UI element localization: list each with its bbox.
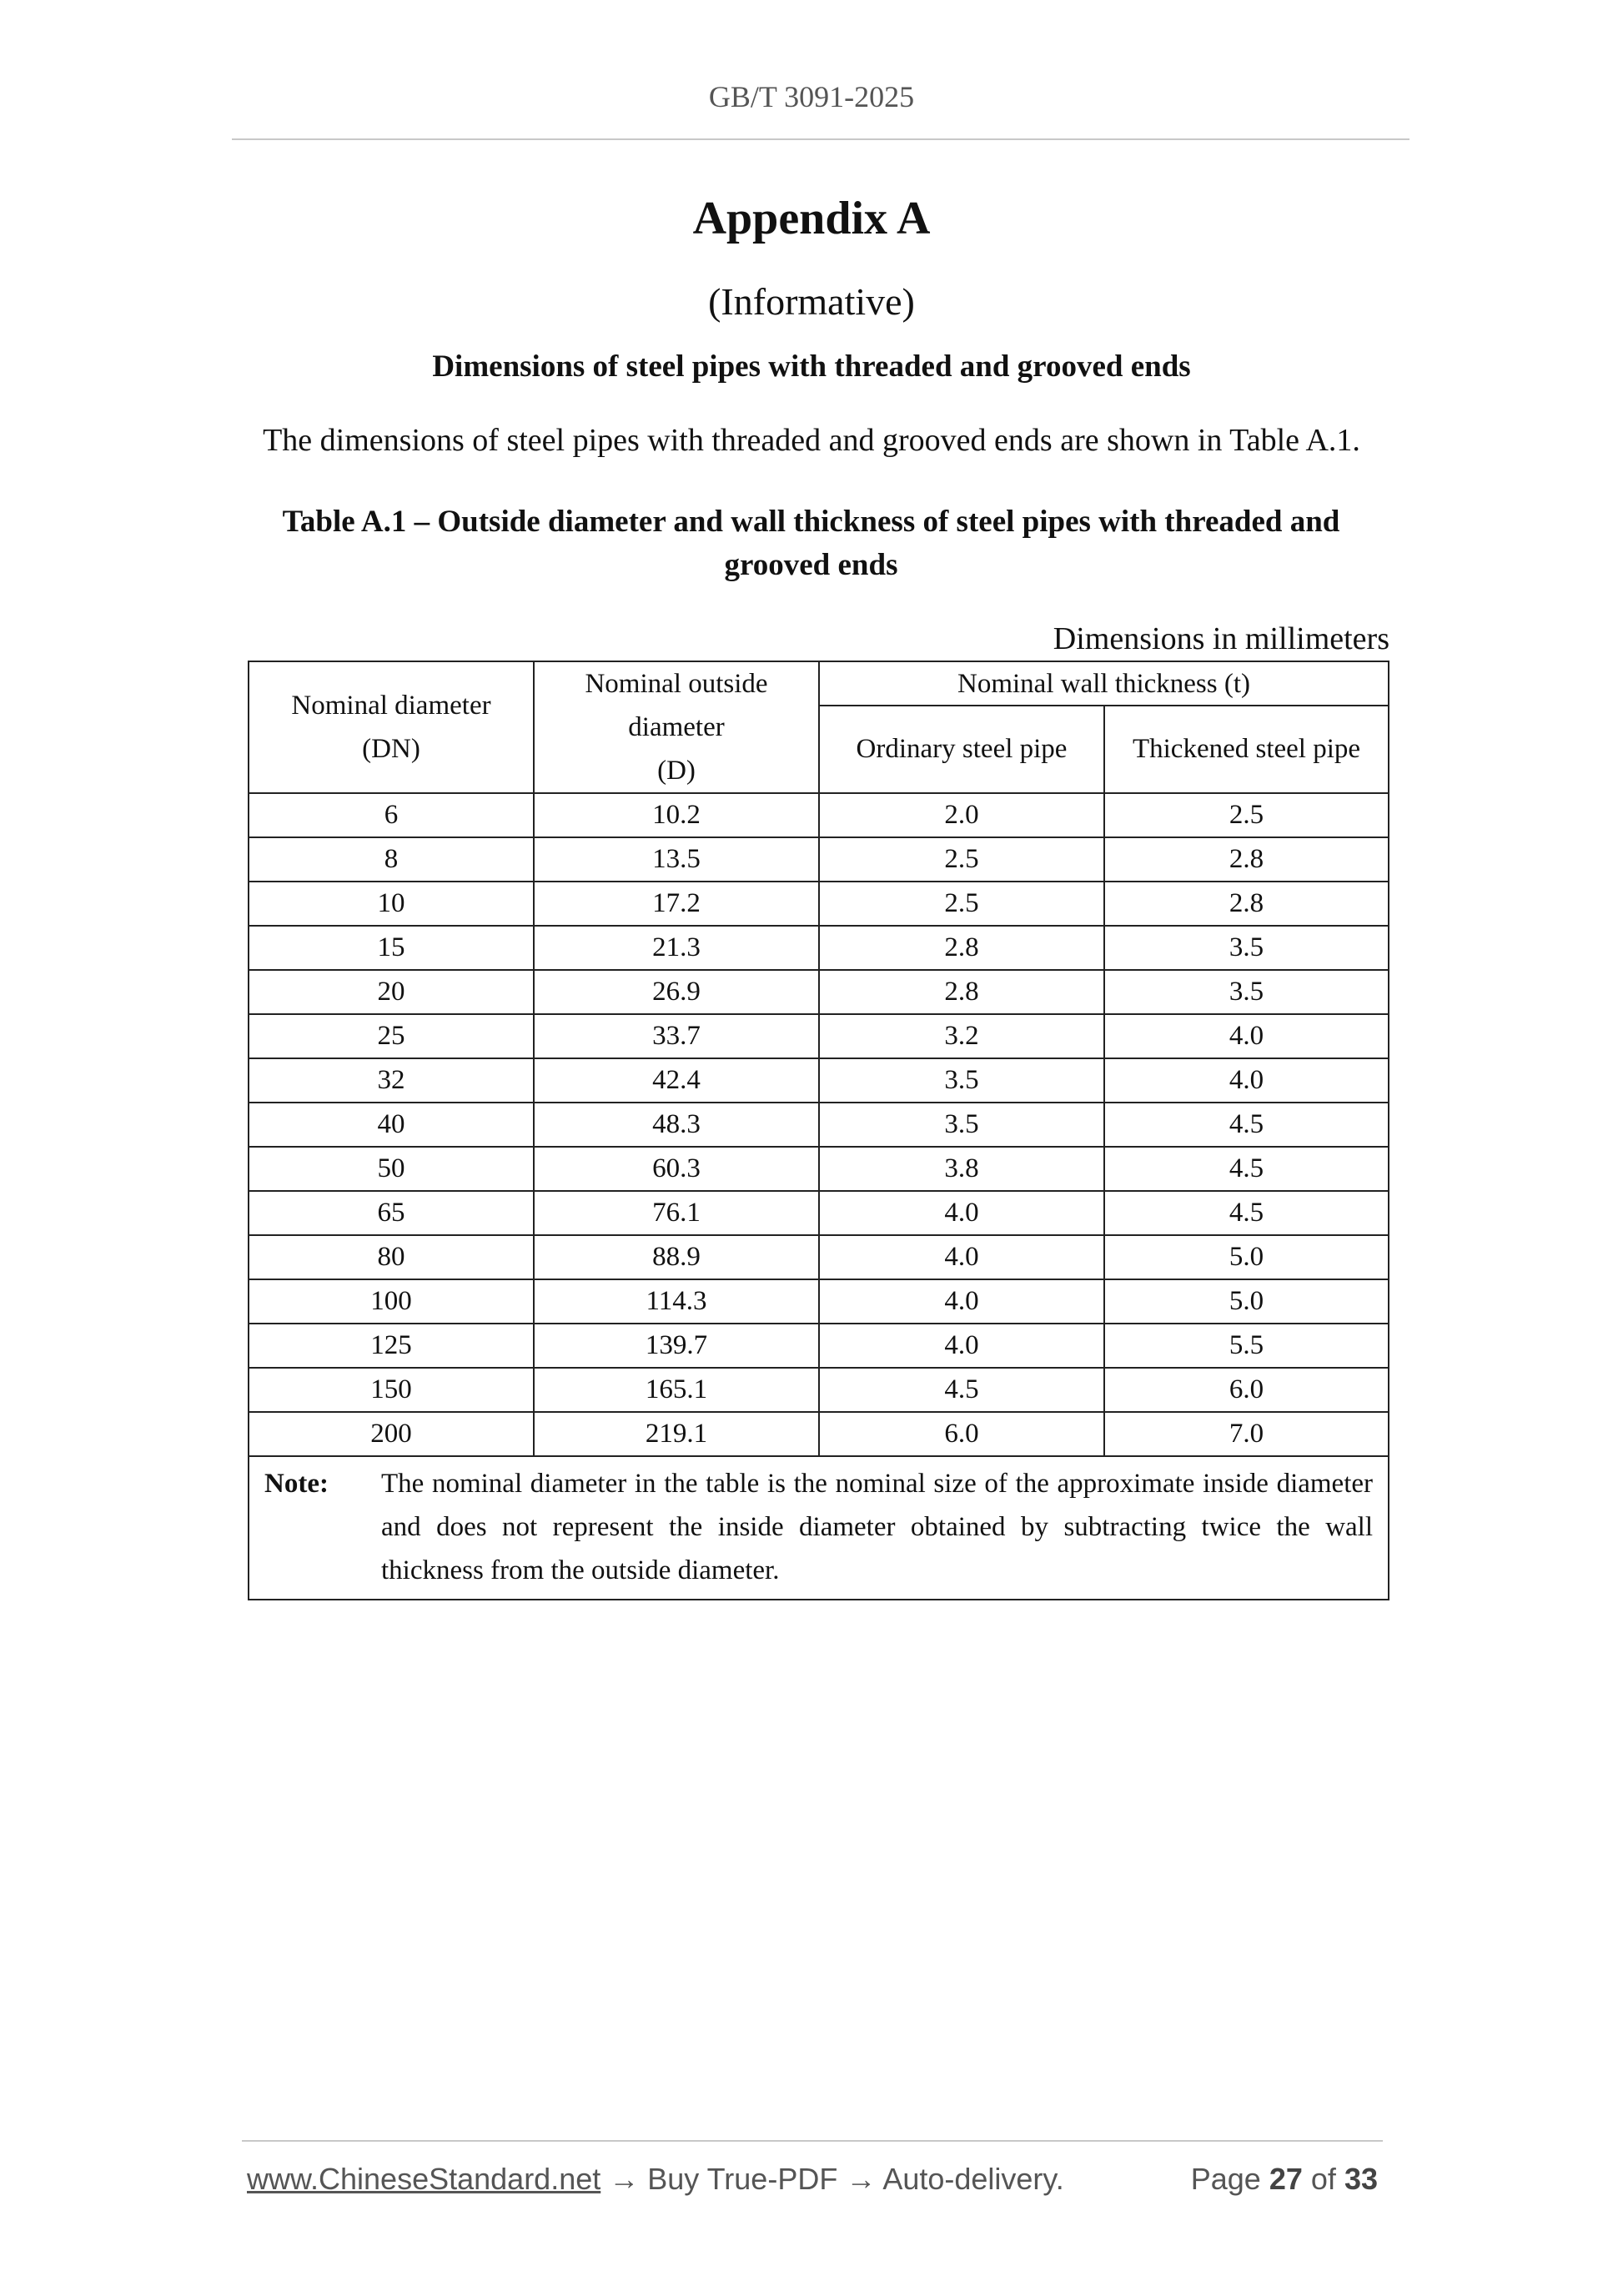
- nominal-diameter-cell: 125: [249, 1324, 534, 1368]
- page-label: Page: [1190, 2162, 1261, 2196]
- ordinary-thickness-cell: 4.5: [819, 1368, 1104, 1412]
- thickened-thickness-cell: 5.0: [1104, 1235, 1389, 1279]
- table-row: [249, 970, 1389, 1014]
- table-row: [249, 1279, 1389, 1324]
- thickened-thickness-cell: 2.5: [1104, 793, 1389, 837]
- table-note: [249, 1456, 1389, 1600]
- outside-diameter-cell: 10.2: [534, 793, 819, 837]
- header-wall-thickness: Nominal wall thickness (t): [819, 661, 1389, 706]
- footer-promo: [247, 2162, 1064, 2197]
- thickened-thickness-cell: 3.5: [1104, 970, 1389, 1014]
- thickened-thickness-cell: 2.8: [1104, 882, 1389, 926]
- ordinary-thickness-cell: 4.0: [819, 1235, 1104, 1279]
- outside-diameter-cell: 114.3: [534, 1279, 819, 1324]
- page-footer: [247, 2162, 1378, 2203]
- ordinary-thickness-cell: 4.0: [819, 1279, 1104, 1324]
- thickened-thickness-cell: 3.5: [1104, 926, 1389, 970]
- promo-text: → Buy True-PDF → Auto-delivery.: [600, 2162, 1064, 2196]
- table-row: [249, 1368, 1389, 1412]
- table-row: [249, 793, 1389, 837]
- thickened-thickness-cell: 4.5: [1104, 1103, 1389, 1147]
- outside-diameter-cell: 42.4: [534, 1058, 819, 1103]
- outside-diameter-cell: 48.3: [534, 1103, 819, 1147]
- thickened-thickness-cell: 5.0: [1104, 1279, 1389, 1324]
- outside-diameter-cell: 33.7: [534, 1014, 819, 1058]
- document-code: GB/T 3091-2025: [708, 80, 915, 113]
- nominal-diameter-cell: 50: [249, 1147, 534, 1191]
- ordinary-thickness-cell: 3.8: [819, 1147, 1104, 1191]
- nominal-diameter-cell: 20: [249, 970, 534, 1014]
- outside-diameter-cell: 17.2: [534, 882, 819, 926]
- outside-diameter-cell: 26.9: [534, 970, 819, 1014]
- note-label: Note:: [264, 1469, 329, 1499]
- thickened-thickness-cell: 4.0: [1104, 1058, 1389, 1103]
- ordinary-thickness-cell: 2.5: [819, 837, 1104, 882]
- table-row: [249, 1103, 1389, 1147]
- ordinary-thickness-cell: 3.5: [819, 1103, 1104, 1147]
- ordinary-thickness-cell: 2.8: [819, 926, 1104, 970]
- nominal-diameter-cell: 32: [249, 1058, 534, 1103]
- nominal-diameter-cell: 6: [249, 793, 534, 837]
- table-row: [249, 837, 1389, 882]
- nominal-diameter-cell: 10: [249, 882, 534, 926]
- outside-diameter-cell: 88.9: [534, 1235, 819, 1279]
- appendix-subtitle: Dimensions of steel pipes with threaded and grooved ends: [432, 349, 1191, 384]
- nominal-diameter-cell: 15: [249, 926, 534, 970]
- outside-diameter-cell: 60.3: [534, 1147, 819, 1191]
- table-row: [249, 1324, 1389, 1368]
- outside-diameter-cell: 21.3: [534, 926, 819, 970]
- footer-divider: [242, 2140, 1383, 2142]
- units-note: Dimensions in millimeters: [1053, 621, 1389, 656]
- nominal-diameter-cell: 40: [249, 1103, 534, 1147]
- ordinary-thickness-cell: 6.0: [819, 1412, 1104, 1456]
- table-caption-line-1: Table A.1 – Outside diameter and wall thickness of steel pipes with threaded and: [282, 505, 1340, 539]
- header-outside-diameter-line-1: Nominal outside: [585, 669, 768, 699]
- website-link[interactable]: www.ChineseStandard.net: [247, 2162, 601, 2196]
- ordinary-thickness-cell: 4.0: [819, 1191, 1104, 1235]
- ordinary-thickness-cell: 2.8: [819, 970, 1104, 1014]
- ordinary-thickness-cell: 4.0: [819, 1324, 1104, 1368]
- page-current: 27: [1269, 2162, 1303, 2196]
- ordinary-thickness-cell: 2.0: [819, 793, 1104, 837]
- thickened-thickness-cell: 4.5: [1104, 1147, 1389, 1191]
- header-nominal-diameter-label: Nominal diameter: [291, 691, 491, 721]
- appendix-title: Appendix A: [692, 193, 931, 244]
- table-caption-line-2: grooved ends: [724, 548, 898, 582]
- table-row: [249, 1412, 1389, 1456]
- table-body: [249, 793, 1389, 1456]
- ordinary-thickness-cell: 3.5: [819, 1058, 1104, 1103]
- header-ordinary-pipe: Ordinary steel pipe: [819, 706, 1104, 793]
- ordinary-thickness-cell: 3.2: [819, 1014, 1104, 1058]
- outside-diameter-cell: 13.5: [534, 837, 819, 882]
- thickened-thickness-cell: 6.0: [1104, 1368, 1389, 1412]
- header-nominal-diameter: [249, 661, 534, 793]
- nominal-diameter-cell: 25: [249, 1014, 534, 1058]
- thickened-thickness-cell: 5.5: [1104, 1324, 1389, 1368]
- page-total: 33: [1344, 2162, 1378, 2196]
- outside-diameter-cell: 165.1: [534, 1368, 819, 1412]
- header-nominal-diameter-symbol: (DN): [362, 734, 420, 764]
- header-outside-diameter-line-2: diameter: [628, 712, 725, 742]
- outside-diameter-cell: 76.1: [534, 1191, 819, 1235]
- table-row: [249, 926, 1389, 970]
- nominal-diameter-cell: 200: [249, 1412, 534, 1456]
- nominal-diameter-cell: 100: [249, 1279, 534, 1324]
- nominal-diameter-cell: 65: [249, 1191, 534, 1235]
- table-row: [249, 1147, 1389, 1191]
- dimensions-table: [248, 661, 1389, 1600]
- intro-paragraph: The dimensions of steel pipes with threaded and grooved ends are shown in Table A.1.: [263, 423, 1360, 458]
- table-row: [249, 1191, 1389, 1235]
- nominal-diameter-cell: 8: [249, 837, 534, 882]
- note-text: The nominal diameter in the table is the nominal size of the approximate inside diameter and does not represent the inside diameter obtained by subtracting twice the wall thickness from the outside diameter.: [381, 1469, 1374, 1585]
- page-of-label: of: [1310, 2162, 1336, 2196]
- table-row: [249, 1235, 1389, 1279]
- nominal-diameter-cell: 150: [249, 1368, 534, 1412]
- table-row: [249, 1058, 1389, 1103]
- header-thickened-pipe: Thickened steel pipe: [1104, 706, 1389, 793]
- thickened-thickness-cell: 4.5: [1104, 1191, 1389, 1235]
- header-outside-diameter: [534, 661, 819, 793]
- outside-diameter-cell: 219.1: [534, 1412, 819, 1456]
- thickened-thickness-cell: 7.0: [1104, 1412, 1389, 1456]
- page-number: [1191, 2162, 1378, 2197]
- nominal-diameter-cell: 80: [249, 1235, 534, 1279]
- appendix-type: (Informative): [708, 280, 915, 323]
- table-row: [249, 882, 1389, 926]
- outside-diameter-cell: 139.7: [534, 1324, 819, 1368]
- table-row: [249, 1014, 1389, 1058]
- ordinary-thickness-cell: 2.5: [819, 882, 1104, 926]
- header-outside-diameter-symbol: (D): [657, 756, 696, 786]
- table-caption: [234, 500, 1389, 587]
- thickened-thickness-cell: 4.0: [1104, 1014, 1389, 1058]
- thickened-thickness-cell: 2.8: [1104, 837, 1389, 882]
- header-divider: [232, 138, 1409, 140]
